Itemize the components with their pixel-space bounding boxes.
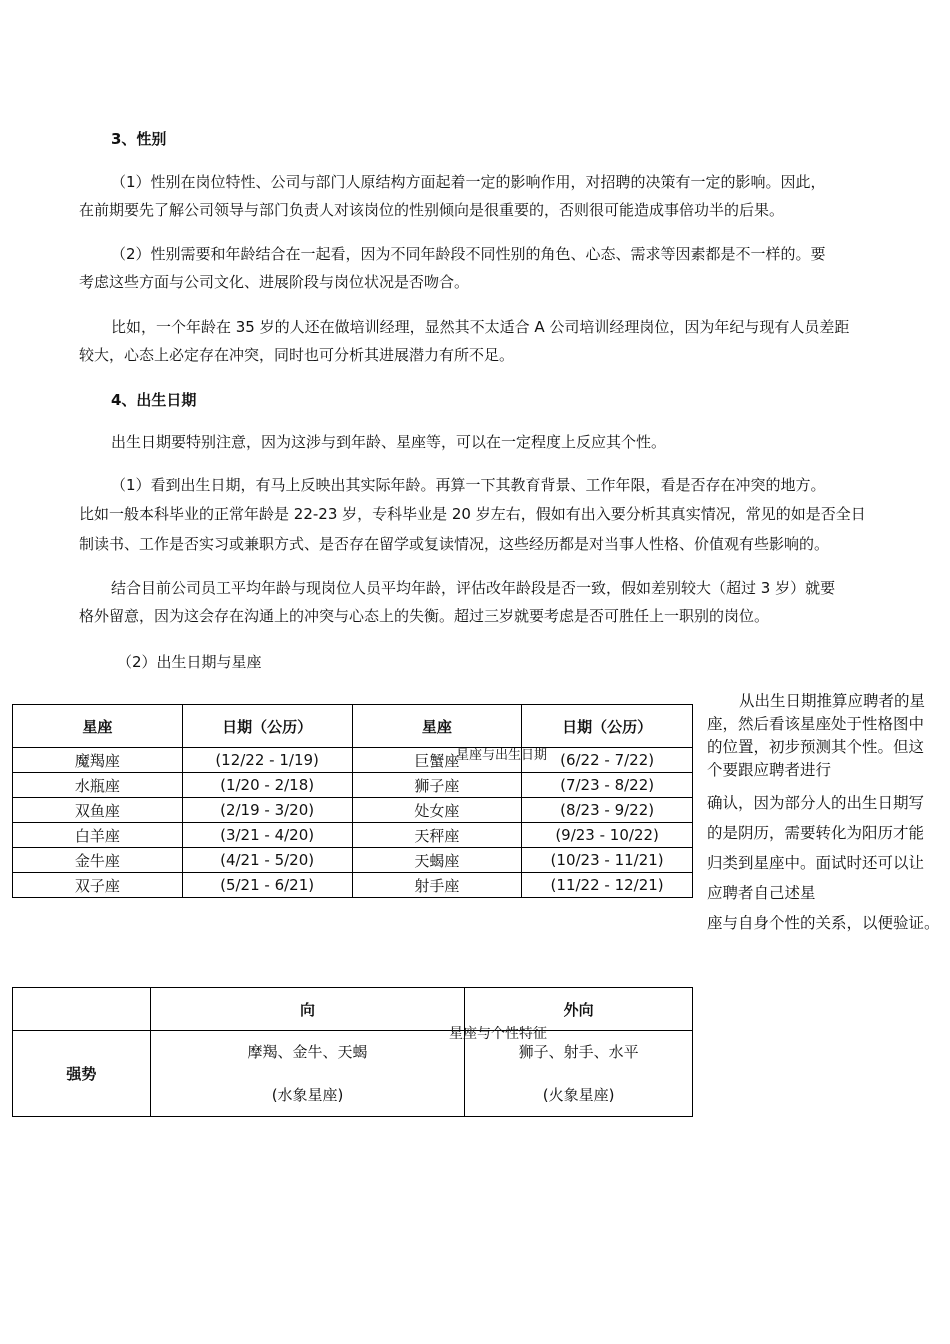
side-note-line: 应聘者自己述星 xyxy=(707,884,816,902)
date-cell: (12/22 - 1/19) xyxy=(182,748,352,773)
personality-table-header xyxy=(13,988,693,1031)
header-introvert: 向 xyxy=(150,988,465,1031)
header-date-1: 日期（公历） xyxy=(182,705,352,748)
row-label-strong: 强势 xyxy=(13,1031,151,1117)
cell-line: (水象星座) xyxy=(271,1086,344,1104)
zodiac-cell: 天蝎座 xyxy=(352,848,522,873)
zodiac-cell: 白羊座 xyxy=(13,823,183,848)
section-3-para3-line1: 比如，一个年龄在 35 岁的人还在做培训经理，显然其不太适合 A 公司培训经理岗位，因为年纪与现有人员差距 xyxy=(111,318,850,336)
zodiac-cell: 金牛座 xyxy=(13,848,183,873)
zodiac-cell: 水瓶座 xyxy=(13,773,183,798)
side-note-line: 座与自身个性的关系，以便验证。 xyxy=(707,914,940,932)
side-note-line: 的是阴历，需要转化为阳历才能 xyxy=(707,824,925,842)
zodiac-cell: 魔羯座 xyxy=(13,748,183,773)
zodiac-table-caption: 星座与出生日期 xyxy=(456,748,548,763)
table-row xyxy=(13,823,693,848)
extrovert-strong-cell xyxy=(465,1031,693,1117)
date-cell: (8/23 - 9/22) xyxy=(522,798,693,823)
zodiac-cell: 巨蟹座 xyxy=(352,748,522,773)
section-4-para2-line2: 格外留意，因为这会存在沟通上的冲突与心态上的失衡。超过三岁就要考虑是否可胜任上一职别的岗位。 xyxy=(79,607,770,625)
side-note-line: 归类到星座中。面试时还可以让 xyxy=(707,854,925,872)
date-cell: (10/23 - 11/21) xyxy=(522,848,693,873)
table-row xyxy=(13,1031,693,1117)
section-4-para2-line1: 结合目前公司员工平均年龄与现岗位人员平均年龄，评估改年龄段是否一致，假如差别较大（超过 3 岁）就要 xyxy=(111,579,836,597)
header-empty-cell xyxy=(13,988,151,1031)
section-4-intro: 出生日期要特别注意，因为这涉与到年龄、星座等，可以在一定程度上反应其个性。 xyxy=(111,433,667,451)
introvert-strong-cell xyxy=(150,1031,465,1117)
zodiac-date-table xyxy=(12,704,693,898)
zodiac-cell: 处女座 xyxy=(352,798,522,823)
header-zodiac-2: 星座 xyxy=(352,705,522,748)
section-4-sub2: （2）出生日期与星座 xyxy=(117,653,262,671)
zodiac-cell: 射手座 xyxy=(352,873,522,898)
zodiac-cell: 双子座 xyxy=(13,873,183,898)
side-note-line: 从出生日期推算应聘者的星 xyxy=(739,692,926,710)
section-3-para3-line2: 较大，心态上必定存在冲突，同时也可分析其进展潜力有所不足。 xyxy=(79,346,515,364)
table-row xyxy=(13,748,693,773)
table-row xyxy=(13,798,693,823)
date-cell: (3/21 - 4/20) xyxy=(182,823,352,848)
date-cell: (5/21 - 6/21) xyxy=(182,873,352,898)
date-cell: (2/19 - 3/20) xyxy=(182,798,352,823)
cell-line: 摩羯、金牛、天蝎 xyxy=(247,1043,368,1061)
section-4-para1-line1: （1）看到出生日期，有马上反映出其实际年龄。再算一下其教育背景、工作年限，看是否存在冲突的地方。 xyxy=(111,476,826,494)
side-note xyxy=(707,690,947,938)
date-cell: (6/22 - 7/22) xyxy=(522,748,693,773)
date-cell: (9/23 - 10/22) xyxy=(522,823,693,848)
table-row xyxy=(13,848,693,873)
header-zodiac-1: 星座 xyxy=(13,705,183,748)
section-4-para1-line3: 制读书、工作是否实习或兼职方式、是否存在留学或复读情况，这些经历都是对当事人性格、价值观有些影响的。 xyxy=(79,535,830,553)
date-cell: (4/21 - 5/20) xyxy=(182,848,352,873)
date-cell: (11/22 - 12/21) xyxy=(522,873,693,898)
table-row xyxy=(13,773,693,798)
side-note-line: 个要跟应聘者进行 xyxy=(707,761,832,779)
section-3-para2-line1: （2）性别需要和年龄结合在一起看，因为不同年龄段不同性别的角色、心态、需求等因素都是不一样的。要 xyxy=(111,245,826,263)
cell-line: 狮子、射手、水平 xyxy=(518,1043,639,1061)
section-3-para2-line2: 考虑这些方面与公司文化、进展阶段与岗位状况是否吻合。 xyxy=(79,273,470,291)
side-note-line: 确认，因为部分人的出生日期写 xyxy=(707,794,925,812)
date-cell: (7/23 - 8/22) xyxy=(522,773,693,798)
personality-table xyxy=(12,987,693,1117)
table-row xyxy=(13,873,693,898)
header-extrovert: 外向 xyxy=(465,988,693,1031)
section-3-para1-line2: 在前期要先了解公司领导与部门负责人对该岗位的性别倾向是很重要的，否则很可能造成事倍功半的后果。 xyxy=(79,201,785,219)
side-note-line: 座，然后看该星座处于性格图中 xyxy=(707,715,925,733)
side-note-line: 的位置，初步预测其个性。但这 xyxy=(707,738,925,756)
section-4-para1-line2: 比如一般本科毕业的正常年龄是 22-23 岁，专科毕业是 20 岁左右，假如有出入要分析其真实情况，常见的如是否全日 xyxy=(79,505,866,523)
section-4-heading: 4、出生日期 xyxy=(111,391,197,409)
section-3-para1-line1: （1）性别在岗位特性、公司与部门人原结构方面起着一定的影响作用，对招聘的决策有一定的影响。因此， xyxy=(111,173,826,191)
zodiac-cell: 双鱼座 xyxy=(13,798,183,823)
zodiac-cell: 天秤座 xyxy=(352,823,522,848)
zodiac-table-header xyxy=(13,705,693,748)
section-3-heading: 3、性别 xyxy=(111,130,167,148)
cell-line: (火象星座) xyxy=(542,1086,615,1104)
date-cell: (1/20 - 2/18) xyxy=(182,773,352,798)
header-date-2: 日期（公历） xyxy=(522,705,693,748)
personality-table-caption: 星座与个性特征 xyxy=(449,1026,547,1042)
zodiac-cell: 狮子座 xyxy=(352,773,522,798)
